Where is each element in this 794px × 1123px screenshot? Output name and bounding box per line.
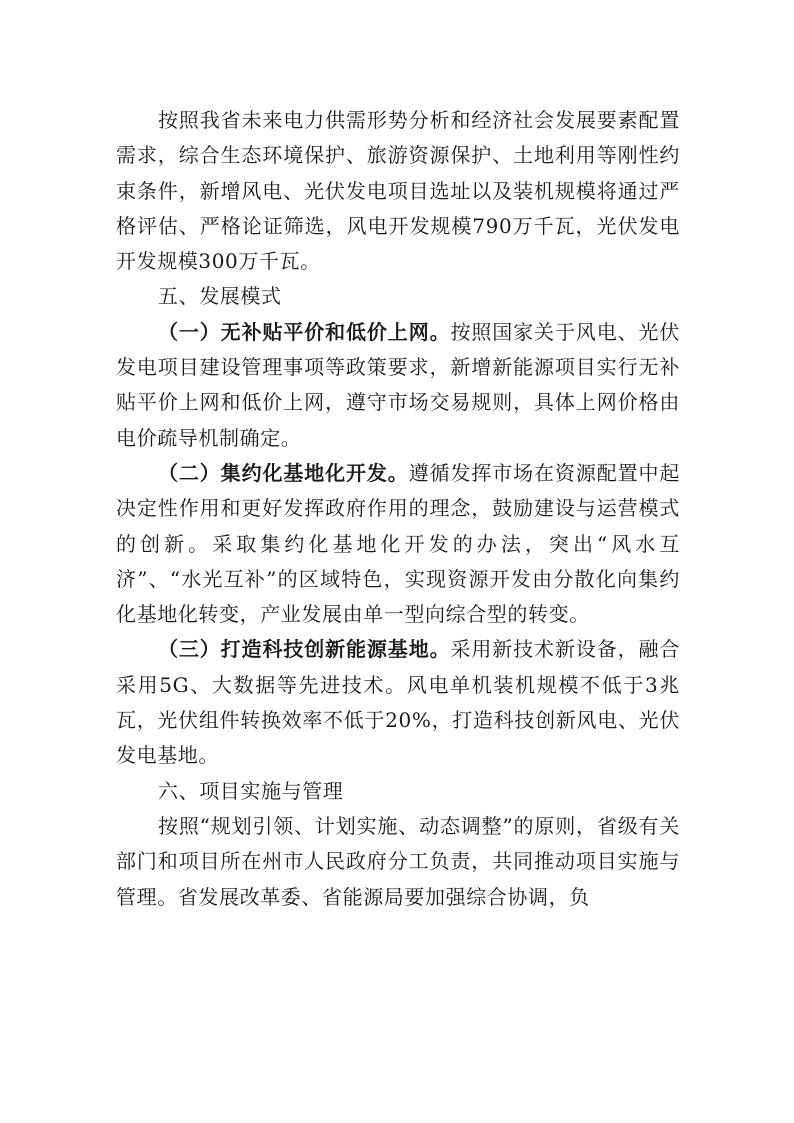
section-heading-implementation: 六、项目实施与管理 (158, 778, 344, 803)
subsection-body-subsidy-free: 按照国家关于风电、光伏发电项目建设管理事项等政策要求，新增新能源项目实行无补贴平价上网和低价上网，遵守市场交易规则，具体上网价格由电价疏导机制确定。 (116, 319, 680, 450)
subsection-title-subsidy-free: （一）无补贴平价和低价上网。 (158, 319, 451, 344)
document-page (116, 103, 680, 915)
paragraph-tech-innovation (116, 632, 680, 773)
paragraph-implementation: 按照“规划引领、计划实施、动态调整”的原则，省级有关部门和项目所在州市人民政府分工负责，共同推动项目实施与管理。省发展改革委、省能源局要加强综合协调，负 (116, 813, 680, 909)
paragraph-scale: 按照我省未来电力供需形势分析和经济社会发展要素配置需求，综合生态环境保护、旅游资源保护、土地利用等刚性约束条件，新增风电、光伏发电项目选址以及装机规模将通过严格评估、严格论证筛选，风电开发规模790万千瓦，光伏发电开发规模300万千瓦。 (116, 108, 680, 274)
section-heading-development-mode: 五、发展模式 (158, 284, 282, 309)
paragraph-subsidy-free (116, 315, 680, 456)
subsection-title-intensive-base: （二）集约化基地化开发。 (158, 460, 409, 485)
subsection-title-tech-innovation: （三）打造科技创新能源基地。 (158, 637, 451, 662)
subsection-body-tech-innovation: 采用新技术新设备，融合采用5G、大数据等先进技术。风电单机装机规模不低于3兆瓦，光伏组件转换效率不低于20%，打造科技创新风电、光伏发电基地。 (116, 637, 680, 768)
subsection-body-intensive-base: 遵循发挥市场在资源配置中起决定性作用和更好发挥政府作用的理念，鼓励建设与运营模式的创新。采取集约化基地化开发的办法，突出“风水互济”、“水光互补”的区域特色，实现资源开发由分散化向集约化基地化转变，产业发展由单一型向综合型的转变。 (116, 460, 680, 627)
paragraph-intensive-base (116, 456, 680, 632)
